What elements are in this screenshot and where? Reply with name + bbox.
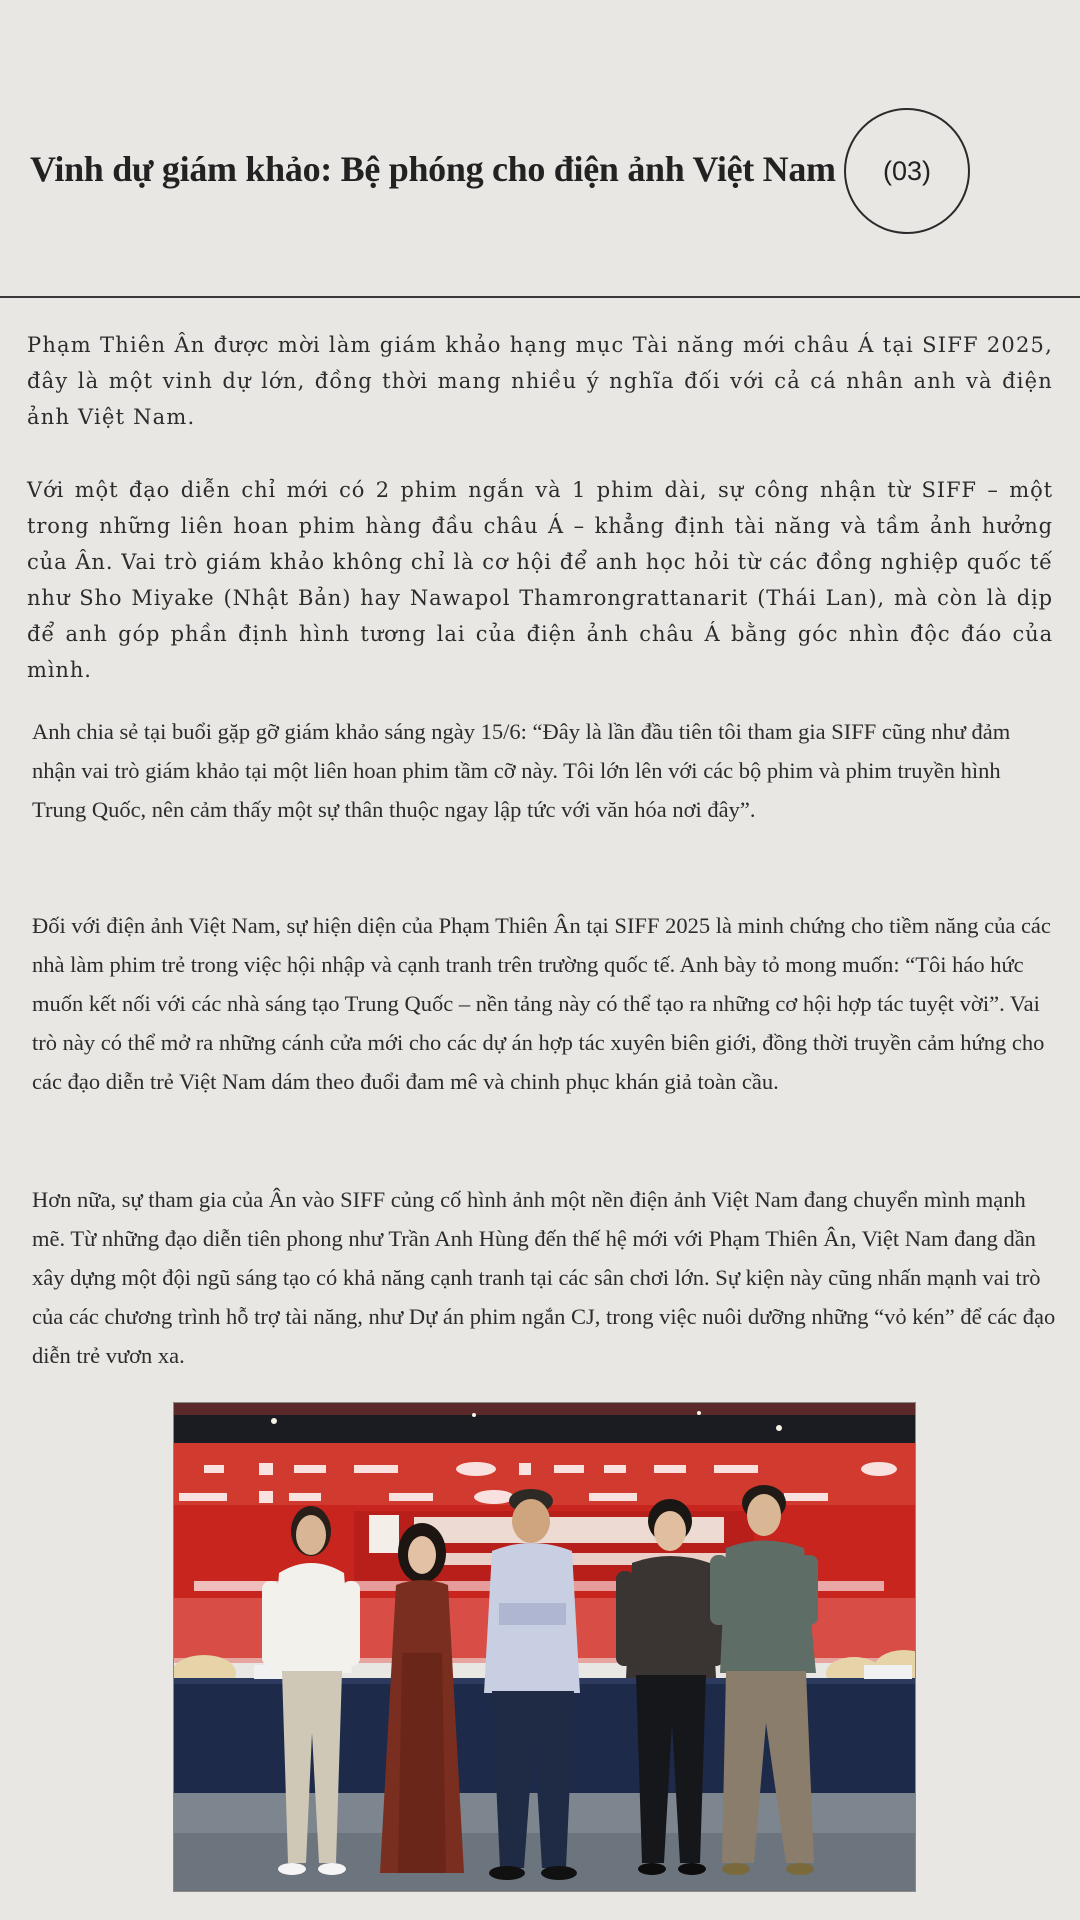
paragraph-intro: Phạm Thiên Ân được mời làm giám khảo hạng mục Tài năng mới châu Á tại SIFF 2025, đây là một vinh dự lớn, đồng thời mang nhiều ý nghĩa đối với cả cá nhân anh và điện ảnh Việt Nam. — [27, 333, 1053, 429]
paragraph-quote: Anh chia sẻ tại buổi gặp gỡ giám khảo sáng ngày 15/6: “Đây là lần đầu tiên tôi tham gia SIFF cũng như đảm nhận vai trò giám khảo tại một liên hoan phim tầm cỡ này. Tôi lớn lên với các bộ phim và phim truyền hình Trung Quốc, nên cảm thấy một sự thân thuộc ngay lập tức với văn hóa nơi đây”. — [32, 719, 1011, 822]
section-header — [0, 0, 1080, 296]
jury-photo — [173, 1402, 916, 1892]
paragraph-conclusion: Hơn nữa, sự tham gia của Ân vào SIFF củng cố hình ảnh một nền điện ảnh Việt Nam đang chuyển mình mạnh mẽ. Từ những đạo diễn tiên phong như Trần Anh Hùng đến thế hệ mới với Phạm Thiên Ân, Việt Nam đang dần xây dựng một đội ngũ sáng tạo có khả năng cạnh tranh tại các sân chơi lớn. Sự kiện này cũng nhấn mạnh vai trò của các chương trình hỗ trợ tài năng, như Dự án phim ngắn CJ, trong việc nuôi dưỡng những “vỏ kén” để các đạo diễn trẻ vươn xa. — [32, 1187, 1056, 1368]
paragraph-recognition: Với một đạo diễn chỉ mới có 2 phim ngắn và 1 phim dài, sự công nhận từ SIFF – một trong những liên hoan phim hàng đầu châu Á – khẳng định tài năng và tầm ảnh hưởng của Ân. Vai trò giám khảo không chỉ là cơ hội để anh học hỏi từ các đồng nghiệp quốc tế như Sho Miyake (Nhật Bản) hay Nawapol Thamrongrattanarit (Thái Lan), mà còn là dịp để anh góp phần định hình tương lai của điện ảnh châu Á bằng góc nhìn độc đáo của mình. — [27, 478, 1053, 682]
header-divider — [0, 296, 1080, 298]
section-number-badge: (03) — [844, 108, 970, 234]
paragraph-vietnam-cinema: Đối với điện ảnh Việt Nam, sự hiện diện của Phạm Thiên Ân tại SIFF 2025 là minh chứng cho tiềm năng của các nhà làm phim trẻ trong việc hội nhập và cạnh tranh trên trường quốc tế. Anh bày tỏ mong muốn: “Tôi háo hức muốn kết nối với các nhà sáng tạo Trung Quốc – nền tảng này có thể tạo ra những cơ hội hợp tác tuyệt vời”. Vai trò này có thể mở ra những cánh cửa mới cho các dự án hợp tác xuyên biên giới, đồng thời truyền cảm hứng cho các đạo diễn trẻ Việt Nam dám theo đuổi đam mê và chinh phục khán giả toàn cầu. — [32, 913, 1051, 1094]
section-title: Vinh dự giám khảo: Bệ phóng cho điện ảnh Việt Nam — [30, 149, 836, 189]
